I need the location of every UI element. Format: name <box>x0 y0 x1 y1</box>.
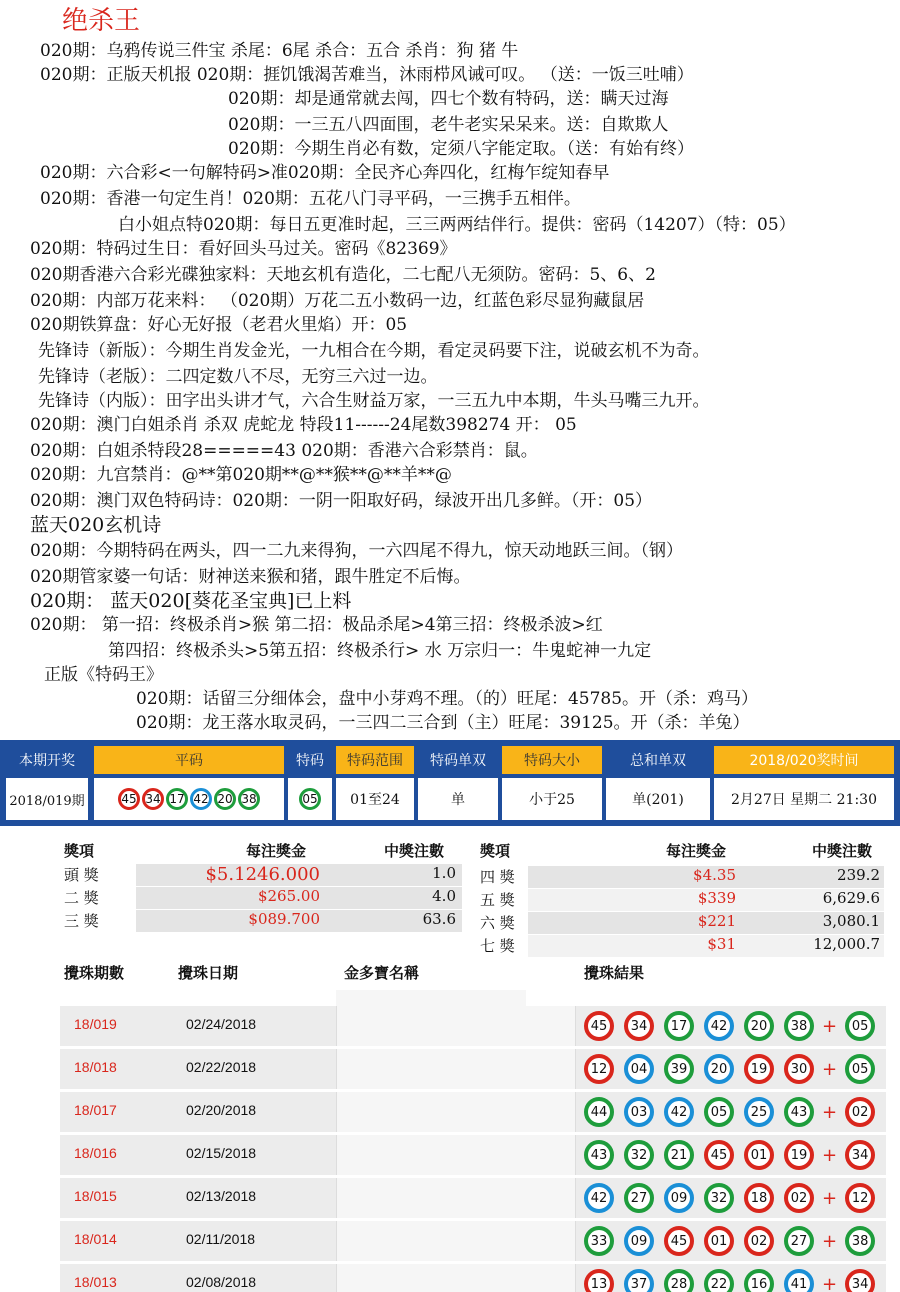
special-ball <box>288 778 332 820</box>
prediction-line: 020期：龙王落水取灵码，一三四二三合到（主）旺尾：39125。开（杀：羊兔） <box>136 713 750 733</box>
prediction-line: 先锋诗（内版）：田字出头讲才气，六合生财益万家，一三五九中本期，牛头马嘴三九开。 <box>38 391 710 411</box>
special-result-ball: 38 <box>845 1226 875 1256</box>
history-header-result: 攪珠結果 <box>584 964 645 982</box>
regular-ball: 38 <box>238 788 260 810</box>
result-ball: 01 <box>704 1226 734 1256</box>
prize-header-name-left: 獎項 <box>64 842 95 860</box>
history-header-issue: 攪珠期數 <box>64 964 125 982</box>
result-ball: 17 <box>664 1011 694 1041</box>
special-result-ball: 12 <box>845 1183 875 1213</box>
prize-name: 六 獎 <box>480 914 515 932</box>
result-ball: 45 <box>664 1226 694 1256</box>
special-result-ball: 34 <box>845 1140 875 1170</box>
prediction-line: 020期：话留三分细体会，盘中小芽鸡不理。（的）旺尾：45785。开（杀：鸡马） <box>136 689 759 709</box>
odd-even-value: 单 <box>418 778 498 820</box>
page-title: 绝杀王 <box>62 6 141 36</box>
header-special-odd-even: 特码单双 <box>418 746 498 774</box>
prize-amount: $5.1246.000 <box>205 864 320 885</box>
prediction-line: 先锋诗（新版）：今期生肖发金光，一九相合在今期，看定灵码要下注，说破玄机不为奇。 <box>38 341 710 361</box>
result-ball: 05 <box>704 1097 734 1127</box>
special-ball-value: 05 <box>299 788 321 810</box>
result-ball: 02 <box>784 1183 814 1213</box>
header-current-draw: 本期开奖 <box>6 746 88 774</box>
prediction-line: 正版《特码王》 <box>44 665 163 685</box>
prize-amount: $221 <box>697 912 736 930</box>
history-date: 02/24/2018 <box>186 1016 257 1032</box>
prediction-line: 020期： 第一招：终极杀肖>猴 第二招：极品杀尾>4第三招：终极杀波>红 <box>30 615 603 635</box>
header-sum-odd-even: 总和单双 <box>606 746 710 774</box>
plus-sign: + <box>822 1058 838 1080</box>
special-result-ball: 05 <box>845 1011 875 1041</box>
result-ball: 04 <box>624 1054 654 1084</box>
result-ball: 12 <box>584 1054 614 1084</box>
sum-odd-even-value: 单(201) <box>606 778 710 820</box>
plus-sign: + <box>822 1230 838 1252</box>
prize-amount: $339 <box>697 889 736 907</box>
result-ball: 37 <box>624 1269 654 1292</box>
plus-sign: + <box>822 1144 838 1166</box>
history-issue: 18/016 <box>74 1145 117 1161</box>
regular-balls <box>94 778 284 820</box>
result-ball: 01 <box>744 1140 774 1170</box>
result-ball: 27 <box>624 1183 654 1213</box>
plus-sign: + <box>822 1187 838 1209</box>
result-ball: 09 <box>624 1226 654 1256</box>
history-date: 02/15/2018 <box>186 1145 257 1161</box>
prize-header-name-right: 獎項 <box>480 842 511 860</box>
draw-issue: 2018/019期 <box>6 778 88 820</box>
prize-header-count-left: 中獎注數 <box>384 842 445 860</box>
result-ball: 42 <box>704 1011 734 1041</box>
prize-header-amount-left: 每注獎金 <box>246 842 307 860</box>
prediction-line: 020期：特码过生日：看好回头马过关。密码《82369》 <box>30 239 457 259</box>
history-date: 02/22/2018 <box>186 1059 257 1075</box>
prize-amount: $31 <box>707 935 736 953</box>
result-ball: 20 <box>704 1054 734 1084</box>
history-row <box>60 1135 886 1175</box>
history-row <box>60 1006 886 1046</box>
prediction-line: 020期： 蓝天020[葵花圣宝典]已上料 <box>30 590 352 612</box>
history-row <box>60 1092 886 1132</box>
result-ball: 18 <box>744 1183 774 1213</box>
history-header-name: 金多寶名稱 <box>344 964 420 982</box>
prize-count: 1.0 <box>432 864 456 882</box>
prediction-line: 020期：今期生肖必有数，定须八字能定取。（送：有始有终） <box>228 139 694 159</box>
prediction-line: 白小姐点特020期：每日五更准时起，三三两两结伴行。提供：密码（14207）（特：05） <box>118 215 796 235</box>
prediction-line: 020期：香港一句定生肖！020期：五花八门寻平码，一三携手五相伴。 <box>40 189 581 209</box>
prediction-line: 020期：澳门白姐杀肖 杀双 虎蛇龙 特段11------24尾数398274 开： 05 <box>30 415 577 435</box>
prize-count: 4.0 <box>432 887 456 905</box>
history-row <box>60 1264 886 1292</box>
result-ball: 28 <box>664 1269 694 1292</box>
result-ball: 43 <box>784 1097 814 1127</box>
result-ball: 44 <box>584 1097 614 1127</box>
result-ball: 02 <box>744 1226 774 1256</box>
prize-count: 3,080.1 <box>822 912 880 930</box>
prize-count: 63.6 <box>422 910 456 928</box>
result-ball: 32 <box>704 1183 734 1213</box>
prize-name: 七 獎 <box>480 937 515 955</box>
result-ball: 33 <box>584 1226 614 1256</box>
prediction-line: 第四招：终极杀头>5第五招：终极杀行> 水 万宗归一：牛鬼蛇神一九定 <box>108 641 652 661</box>
result-ball: 45 <box>704 1140 734 1170</box>
prediction-line: 020期：一三五八四面围，老牛老实呆呆来。送：自欺欺人 <box>228 115 669 135</box>
prediction-line: 先锋诗（老版）：二四定数八不尽，无穷三六过一边。 <box>38 367 438 387</box>
prize-header-amount-right: 每注獎金 <box>666 842 727 860</box>
result-ball: 43 <box>584 1140 614 1170</box>
history-issue: 18/015 <box>74 1188 117 1204</box>
history-issue: 18/018 <box>74 1059 117 1075</box>
prediction-line: 020期：内部万花来料： （020期）万花二五小数码一边，红蓝色彩尽显狗藏鼠居 <box>30 291 645 311</box>
prediction-line: 020期：今期特码在两头，四一二九来得狗，一六四尾不得九，惊天动地跃三间。（钢） <box>30 541 683 561</box>
prize-name: 三 獎 <box>64 912 99 930</box>
prize-header-count-right: 中獎注數 <box>812 842 873 860</box>
regular-ball: 42 <box>190 788 212 810</box>
prize-amount: $089.700 <box>248 910 320 928</box>
history-header-date: 攪珠日期 <box>178 964 239 982</box>
header-next-draw-time: 2018/020奖时间 <box>714 746 894 774</box>
history-date: 02/11/2018 <box>186 1231 256 1247</box>
prize-name: 四 獎 <box>480 868 515 886</box>
prediction-line: 020期：白姐杀特段28=====43 020期：香港六合彩禁肖：鼠。 <box>30 441 538 461</box>
prediction-line: 020期：却是通常就去闯，四七个数有特码，送：瞒天过海 <box>228 89 669 109</box>
prediction-line: 020期香港六合彩光碟独家料：天地玄机有造化，二七配八无须防。密码：5、6、2 <box>30 265 656 285</box>
draw-result-table <box>0 740 900 826</box>
next-draw-time: 2月27日 星期二 21:30 <box>714 778 894 820</box>
result-ball: 32 <box>624 1140 654 1170</box>
prediction-line: 020期：澳门双色特码诗：020期：一阴一阳取好码，绿波开出几多鲜。（开：05） <box>30 491 653 511</box>
prediction-line: 蓝天020玄机诗 <box>30 514 162 536</box>
prize-amount: $4.35 <box>693 866 736 884</box>
result-ball: 34 <box>624 1011 654 1041</box>
result-ball: 25 <box>744 1097 774 1127</box>
special-result-ball: 34 <box>845 1269 875 1292</box>
prize-amount: $265.00 <box>257 887 320 905</box>
result-ball: 45 <box>584 1011 614 1041</box>
result-ball: 03 <box>624 1097 654 1127</box>
header-regular-numbers: 平码 <box>94 746 284 774</box>
plus-sign: + <box>822 1015 838 1037</box>
header-special-number: 特码 <box>288 746 332 774</box>
result-ball: 16 <box>744 1269 774 1292</box>
history-issue: 18/013 <box>74 1274 117 1290</box>
regular-ball: 34 <box>142 788 164 810</box>
result-ball: 19 <box>744 1054 774 1084</box>
result-ball: 42 <box>664 1097 694 1127</box>
history-row <box>60 1221 886 1261</box>
special-result-ball: 02 <box>845 1097 875 1127</box>
header-special-range: 特码范围 <box>336 746 414 774</box>
result-ball: 39 <box>664 1054 694 1084</box>
history-date: 02/20/2018 <box>186 1102 257 1118</box>
result-ball: 13 <box>584 1269 614 1292</box>
result-ball: 19 <box>784 1140 814 1170</box>
result-ball: 42 <box>584 1183 614 1213</box>
prediction-line: 020期：六合彩<一句解特码>准020期：全民齐心奔四化，红梅乍绽知春早 <box>40 163 610 183</box>
regular-ball: 17 <box>166 788 188 810</box>
history-row <box>60 1049 886 1089</box>
size-value: 小于25 <box>502 778 602 820</box>
result-ball: 38 <box>784 1011 814 1041</box>
prediction-line: 020期：正版天机报 020期：捱饥饿渴苦难当，沐雨栉风诫可叹。 （送：一饭三吐哺） <box>40 65 694 85</box>
result-ball: 27 <box>784 1226 814 1256</box>
history-issue: 18/014 <box>74 1231 117 1247</box>
prize-count: 12,000.7 <box>813 935 880 953</box>
history-issue: 18/017 <box>74 1102 117 1118</box>
history-date: 02/08/2018 <box>186 1274 257 1290</box>
prediction-line: 020期管家婆一句话：财神送来猴和猪，跟牛胜定不后悔。 <box>30 567 471 587</box>
plus-sign: + <box>822 1101 838 1123</box>
result-ball: 20 <box>744 1011 774 1041</box>
regular-ball: 20 <box>214 788 236 810</box>
prediction-line: 020期铁算盘：好心无好报（老君火里焰）开：05 <box>30 315 408 335</box>
result-ball: 30 <box>784 1054 814 1084</box>
prize-name: 二 獎 <box>64 889 99 907</box>
prize-name: 五 獎 <box>480 891 515 909</box>
result-ball: 09 <box>664 1183 694 1213</box>
history-issue: 18/019 <box>74 1016 117 1032</box>
header-special-size: 特码大小 <box>502 746 602 774</box>
prize-count: 239.2 <box>837 866 880 884</box>
special-range-value: 01至24 <box>336 778 414 820</box>
result-ball: 22 <box>704 1269 734 1292</box>
result-ball: 41 <box>784 1269 814 1292</box>
history-date: 02/13/2018 <box>186 1188 257 1204</box>
prediction-line: 020期：乌鸦传说三件宝 杀尾：6尾 杀合：五合 杀肖：狗 猪 牛 <box>40 41 519 61</box>
history-row <box>60 1178 886 1218</box>
prediction-line: 020期：九宫禁肖：@**第020期**@**猴**@**羊**@ <box>30 465 452 485</box>
plus-sign: + <box>822 1273 838 1292</box>
prize-name: 頭 獎 <box>64 866 99 884</box>
prize-count: 6,629.6 <box>822 889 880 907</box>
special-result-ball: 05 <box>845 1054 875 1084</box>
regular-ball: 45 <box>118 788 140 810</box>
result-ball: 21 <box>664 1140 694 1170</box>
